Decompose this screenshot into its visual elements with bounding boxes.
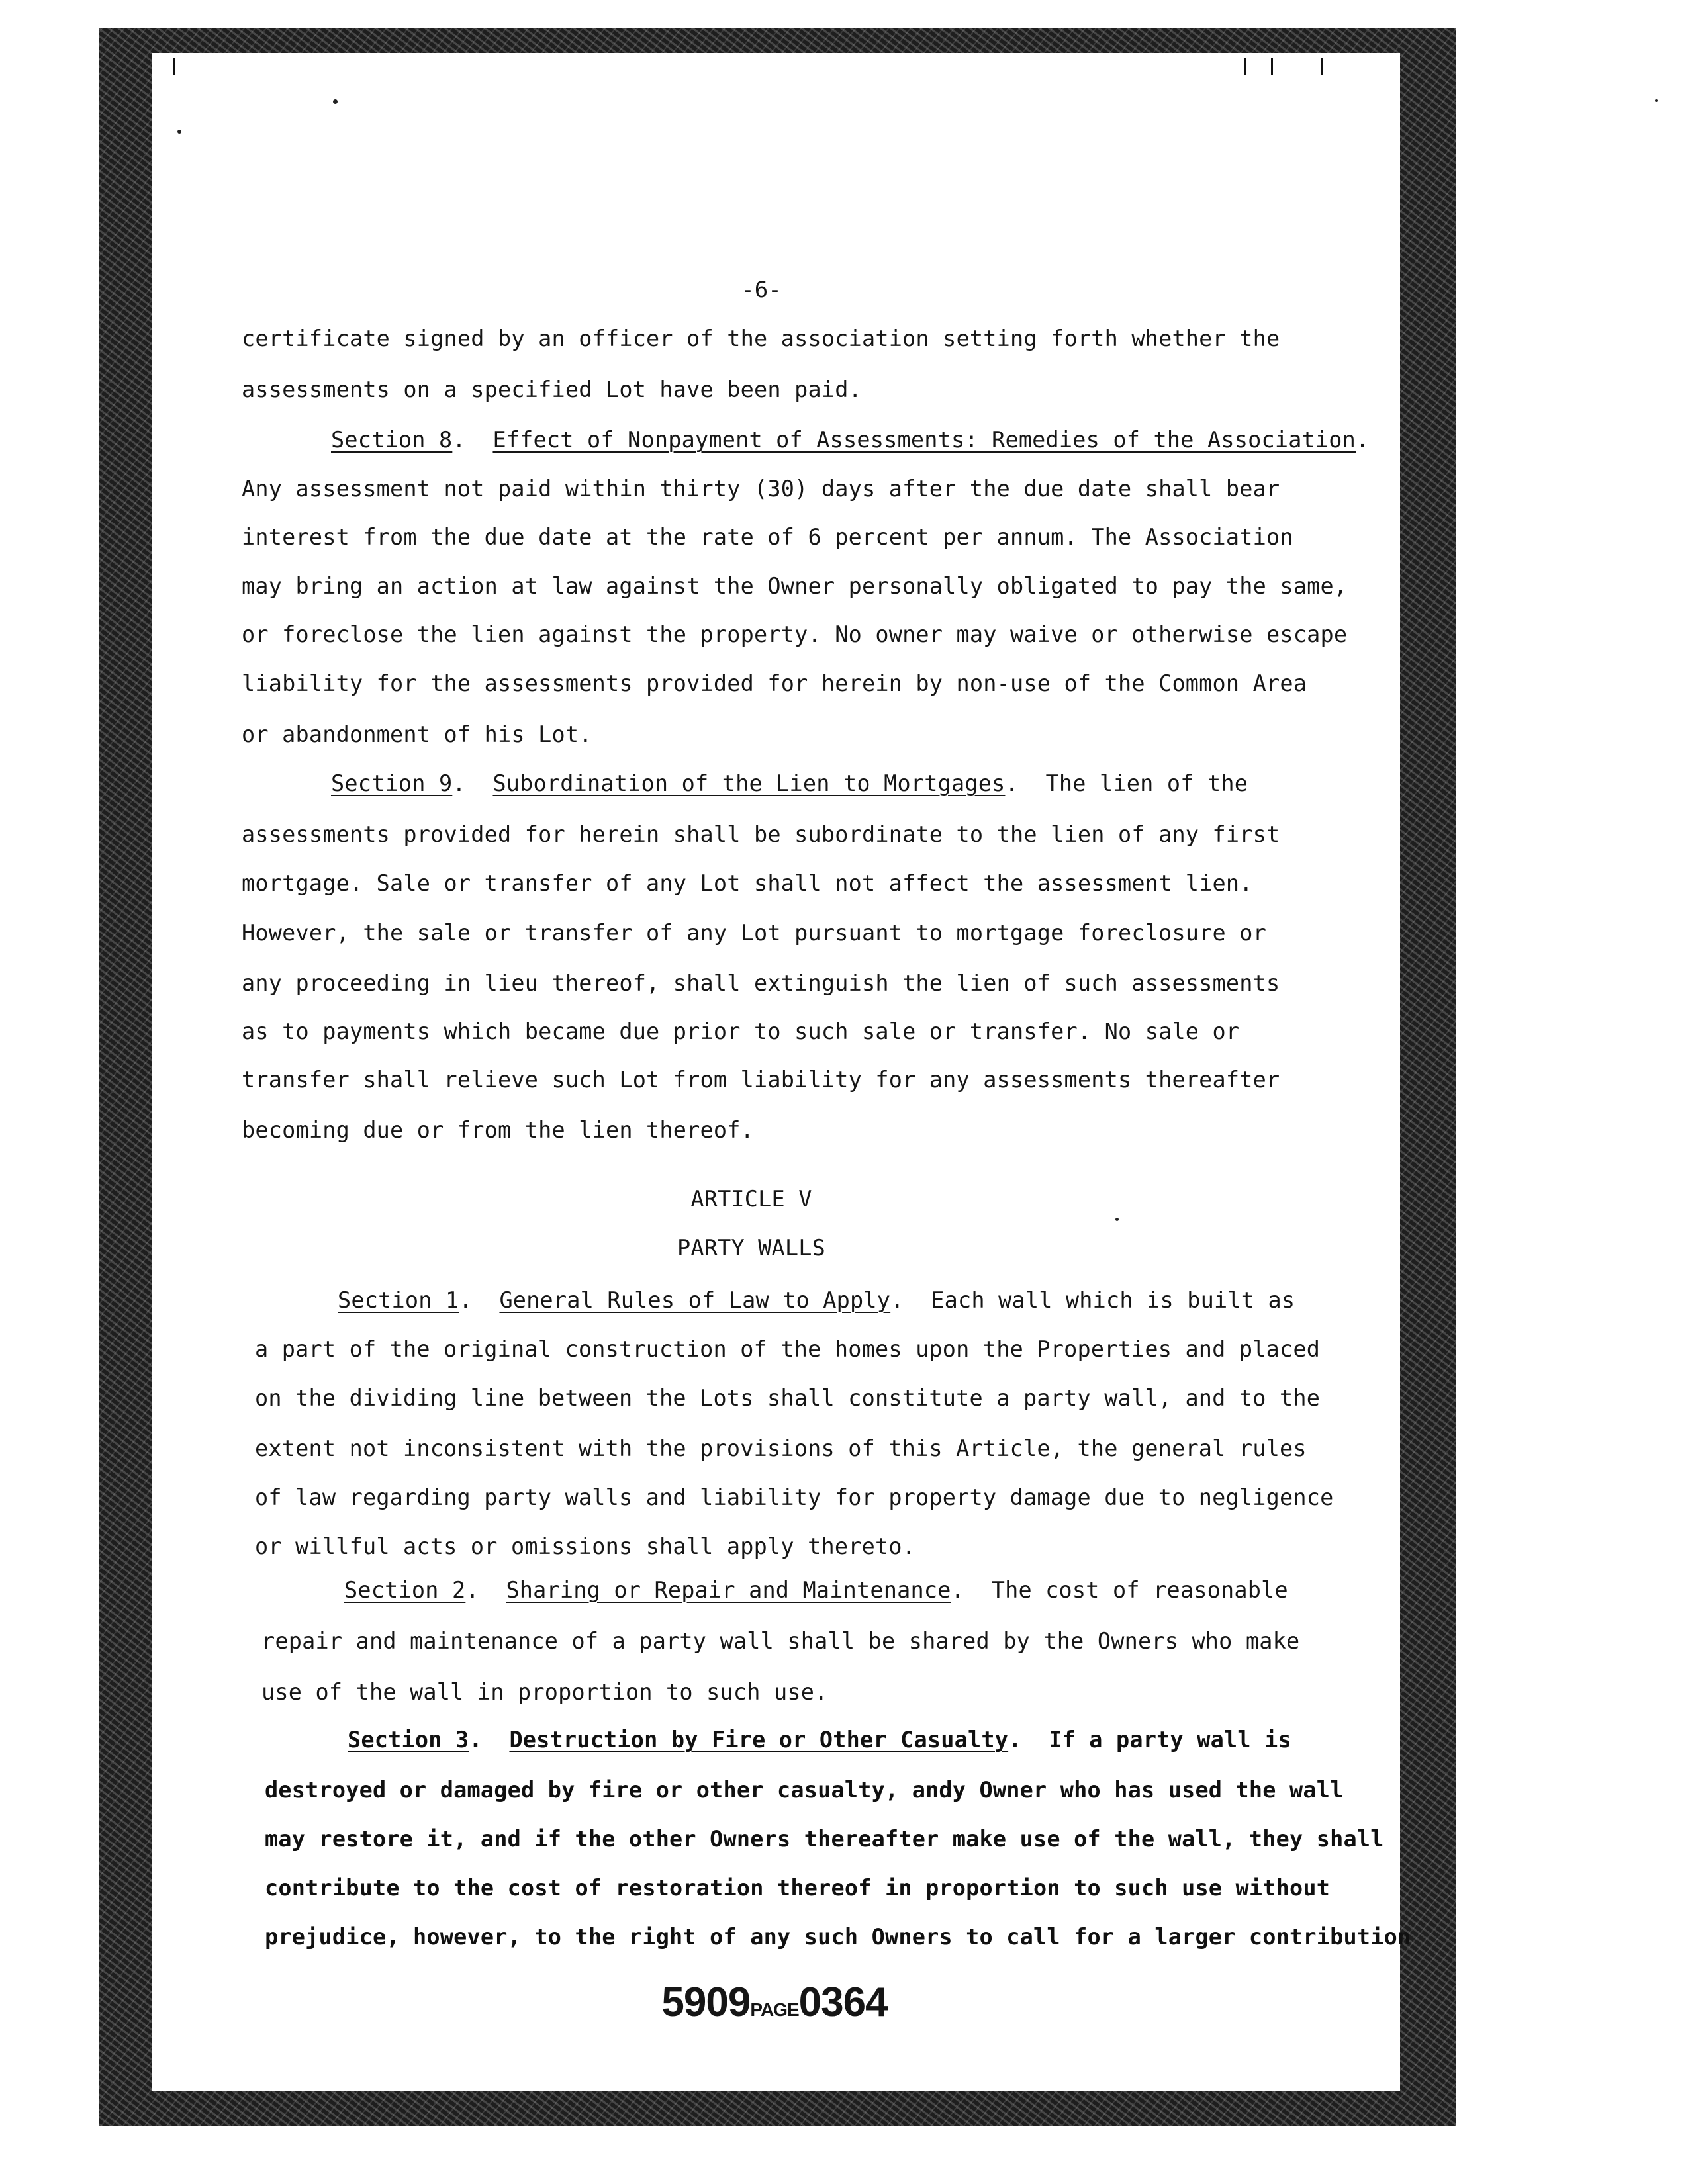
text-line: or foreclose the lien against the property. No owner may waive or otherwise escape (242, 621, 1348, 647)
text-line: prejudice, however, to the right of any such Owners to call for a larger contribution (265, 1924, 1411, 1950)
section-lead: The cost of reasonable (991, 1577, 1288, 1603)
text-line: extent not inconsistent with the provisions of this Article, the general rules (255, 1435, 1307, 1461)
scan-speck (177, 130, 181, 134)
article-title: PARTY WALLS (677, 1235, 826, 1261)
text-line: liability for the assessments provided for herein by non-use of the Common Area (242, 670, 1307, 696)
page-number-stamp: 0364 (798, 1979, 888, 2025)
section-label: Section 9 (331, 770, 453, 796)
text-line: may restore it, and if the other Owners thereafter make use of the wall, they shall (265, 1826, 1384, 1852)
section-heading: Section 3. Destruction by Fire or Other Casualty. If a party wall is (348, 1727, 1291, 1752)
section-label: Section 2 (344, 1577, 466, 1603)
scan-mark (1244, 58, 1246, 75)
text-line: However, the sale or transfer of any Lot pursuant to mortgage foreclosure or (242, 920, 1267, 946)
text-line: mortgage. Sale or transfer of any Lot shall not affect the assessment lien. (242, 870, 1253, 896)
scan-speck (1655, 99, 1658, 102)
text-line: or willful acts or omissions shall apply thereto. (255, 1533, 916, 1559)
article-number: ARTICLE V (690, 1186, 812, 1212)
text-line: of law regarding party walls and liability for property damage due to negligence (255, 1484, 1334, 1510)
section-heading: Section 2. Sharing or Repair and Maintenance. The cost of reasonable (344, 1577, 1288, 1603)
section-title: Effect of Nonpayment of Assessments: Remedies of the Association (492, 427, 1356, 453)
section-lead: Each wall which is built as (931, 1287, 1295, 1313)
scan-mark (1321, 58, 1323, 75)
section-label: Section 1 (338, 1287, 459, 1313)
text-line: on the dividing line between the Lots shall constitute a party wall, and to the (255, 1385, 1321, 1411)
section-title: Destruction by Fire or Other Casualty (509, 1727, 1009, 1752)
section-lead: The lien of the (1045, 770, 1248, 796)
section-heading: Section 1. General Rules of Law to Apply. Each wall which is built as (338, 1287, 1295, 1313)
section-title: Sharing or Repair and Maintenance (506, 1577, 951, 1603)
page-number: -6- (741, 277, 782, 303)
section-title: General Rules of Law to Apply (499, 1287, 891, 1313)
text-line: any proceeding in lieu thereof, shall extinguish the lien of such assessments (242, 970, 1280, 996)
text-line: assessments provided for herein shall be subordinate to the lien of any first (242, 821, 1280, 847)
text-line: or abandonment of his Lot. (242, 721, 592, 747)
section-heading: Section 9. Subordination of the Lien to Mortgages. The lien of the (331, 770, 1248, 796)
scan-mark (173, 58, 175, 75)
section-label: Section 3 (348, 1727, 469, 1752)
text-line: contribute to the cost of restoration thereof in proportion to such use without (265, 1875, 1331, 1901)
text-line: Any assessment not paid within thirty (30) days after the due date shall bear (242, 476, 1280, 502)
scan-mark (1271, 58, 1273, 75)
section-heading: Section 8. Effect of Nonpayment of Assessments: Remedies of the Association. (331, 427, 1370, 453)
text-line: a part of the original construction of the homes upon the Properties and placed (255, 1336, 1321, 1362)
text-line: repair and maintenance of a party wall shall be shared by the Owners who make (261, 1628, 1300, 1654)
text-line: certificate signed by an officer of the association setting forth whether the (242, 326, 1280, 351)
scan-speck (1115, 1218, 1119, 1221)
book-page-stamp (635, 1979, 914, 2026)
text-line: assessments on a specified Lot have been paid. (242, 377, 862, 402)
section-lead: If a party wall is (1049, 1727, 1291, 1752)
section-title: Subordination of the Lien to Mortgages (492, 770, 1006, 796)
text-line: becoming due or from the lien thereof. (242, 1117, 755, 1143)
text-line: destroyed or damaged by fire or other casualty, andy Owner who has used the wall (265, 1777, 1344, 1803)
book-number: 5909 (661, 1979, 751, 2025)
page-label: PAGE (750, 1999, 799, 2020)
text-line: transfer shall relieve such Lot from liability for any assessments thereafter (242, 1067, 1280, 1093)
text-line: may bring an action at law against the Owner personally obligated to pay the same, (242, 573, 1348, 599)
text-line: interest from the due date at the rate of 6 percent per annum. The Association (242, 524, 1293, 550)
scan-speck (333, 99, 338, 104)
text-line: as to payments which became due prior to such sale or transfer. No sale or (242, 1019, 1240, 1044)
text-line: use of the wall in proportion to such use. (261, 1679, 828, 1705)
section-label: Section 8 (331, 427, 453, 453)
